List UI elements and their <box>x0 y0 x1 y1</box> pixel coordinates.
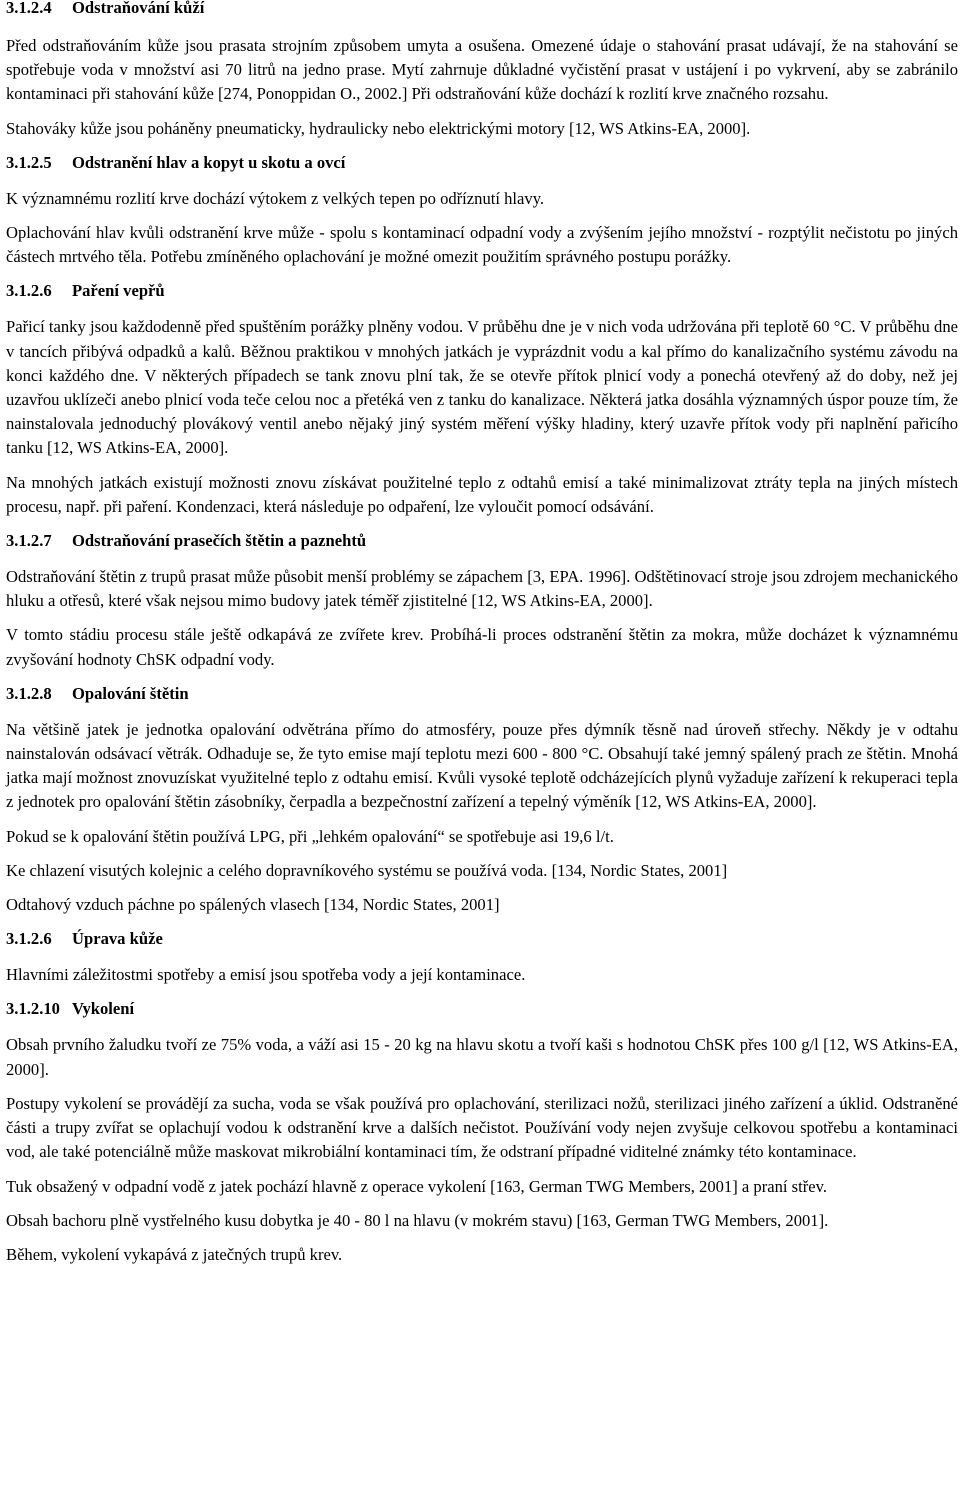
section-number: 3.1.2.4 <box>6 0 52 17</box>
section-heading <box>6 529 958 553</box>
section-number: 3.1.2.6 <box>6 281 52 301</box>
section-title: Opalování štětin <box>72 683 189 703</box>
section-heading <box>6 279 958 303</box>
paragraph: Pařicí tanky jsou každodenně před spuštěním porážky plněny vodou. V průběhu dne je v nich voda udržována při teplotě 60 °C. V průběhu dne v tancích přibývá odpadků a kalů. Běžnou praktikou v mnohých jatkách je vyprázdnit vodu a kal přímo do kanalizačního systému závodu na konci každého dne. V některých případech se tank znovu plní tak, že se otevře přítok plnicí vody a ponechá otevřený až do doby, než jej uzavřou uklízeči anebo plnicí voda teče celou noc a přetéká ven z tanku do kanalizace. Některá jatka dosáhla významných úspor pouze tím, že nainstalovala jednoduchý plovákový ventil anebo nějaký jiný systém měření výšky hladiny, který uzavře přítok vody při naplnění pařicího tanku [12, WS Atkins-EA, 2000]. <box>6 317 958 458</box>
section-number: 3.1.2.8 <box>6 683 52 703</box>
section-number: 3.1.2.6 <box>6 929 52 949</box>
paragraph: Obsah prvního žaludku tvoří ze 75% voda, a váží asi 15 - 20 kg na hlavu skotu a tvoří kaši s hodnotou ChSK přes 100 g/l [12, WS Atkins-EA, 2000]. <box>6 1035 958 1079</box>
paragraph: Ke chlazení visutých kolejnic a celého dopravníkového systému se používá voda. [134, Nordic States, 2001] <box>6 860 728 880</box>
section-title: Odstraňování kůží <box>72 0 205 17</box>
paragraph: Obsah bachoru plně vystřelného kusu dobytka je 40 - 80 l na hlavu (v mokrém stavu) [163, German TWG Members, 2001]. <box>6 1210 829 1230</box>
paragraph: Odstraňování štětin z trupů prasat může působit menší problémy se zápachem [3, EPA. 1996]. Odštětinovací stroje jsou zdrojem mechanického hluku a otřesů, které však nejsou mimo budovy jatek téměř zjistitelné [12, WS Atkins-EA, 2000]. <box>6 567 958 611</box>
section-title: Úprava kůže <box>72 929 163 949</box>
paragraph: Na většině jatek je jednotka opalování odvětrána přímo do atmosféry, pouze přes dýmník těsně nad úroveň střechy. Někdy je v odtahu nainstalován odsávací větrák. Odhaduje se, že tyto emise mají teplotu mezi 600 - 800 °C. Obsahují také jemný spálený prach ze štětin. Mnohá jatka mají možnost znovuzískat využitelné teplo z odtahu emisí. Kvůli vysoké teplotě odcházejících plynů vyžaduje zařízení k rekuperaci tepla z jednotek pro opalování štětin zásobníky, čerpadla a bezpečnostní zařízení a tepelný výměník [12, WS Atkins-EA, 2000]. <box>6 719 958 812</box>
paragraph: Tuk obsažený v odpadní vodě z jatek pochází hlavně z operace vykolení [163, German TWG Members, 2001] a praní střev. <box>6 1176 827 1196</box>
section-heading <box>6 0 958 20</box>
section-heading <box>6 682 958 706</box>
section-title: Odstranění hlav a kopyt u skotu a ovcí <box>72 152 346 172</box>
section-number: 3.1.2.10 <box>6 999 60 1019</box>
paragraph: Hlavními záležitostmi spotřeby a emisí jsou spotřeba vody a její kontaminace. <box>6 965 526 985</box>
paragraph: V tomto stádiu procesu stále ještě odkapává ze zvířete krev. Probíhá-li proces odstranění štětin za mokra, může docházet k významnému zvyšování hodnoty ChSK odpadní vody. <box>6 625 958 669</box>
section-heading <box>6 927 958 951</box>
section-title: Paření vepřů <box>72 281 165 301</box>
section-number: 3.1.2.5 <box>6 152 52 172</box>
paragraph: Během, vykolení vykapává z jatečných trupů krev. <box>6 1244 343 1264</box>
paragraph: K významnému rozlití krve dochází výtokem z velkých tepen po odříznutí hlavy. <box>6 188 545 208</box>
section-title: Vykolení <box>72 999 135 1019</box>
paragraph: Před odstraňováním kůže jsou prasata strojním způsobem umyta a osušena. Omezené údaje o stahování prasat udávají, že na stahování se spotřebuje voda v množství asi 70 litrů na jedno prase. Mytí zahrnuje důkladné vyčistění prasat v ustájení i po vykrvení, aby se zabránilo kontaminaci při stahování kůže [274, Ponoppidan O., 2002.] Při odstraňování kůže dochází k rozlití krve značného rozsahu. <box>6 36 958 104</box>
paragraph: Postupy vykolení se provádějí za sucha, voda se však používá pro oplachování, sterilizaci nožů, sterilizaci jiného zařízení a úklid. Odstraněné části a trupy zvířat se oplachují vodou k odstranění krve a dalších nečistot. Používání vody nejen zvyšuje celkovou spotřebu a kontaminaci vod, ale také potenciálně může maskovat mikrobiální kontaminaci tím, že odstraní případné viditelné známky této kontaminace. <box>6 1093 958 1162</box>
paragraph: Stahováky kůže jsou poháněny pneumaticky, hydraulicky nebo elektrickými motory [12, WS Atkins-EA, 2000]. <box>6 118 751 138</box>
document-page <box>6 0 958 1277</box>
paragraph: Pokud se k opalování štětin používá LPG, při „lehkém opalování“ se spotřebuje asi 19,6 l/t. <box>6 826 614 846</box>
section-heading <box>6 997 958 1021</box>
paragraph: Odtahový vzduch páchne po spálených vlasech [134, Nordic States, 2001] <box>6 895 500 915</box>
section-title: Odstraňování prasečích štětin a paznehtů <box>72 531 367 551</box>
section-heading <box>6 151 958 175</box>
section-number: 3.1.2.7 <box>6 531 52 551</box>
paragraph: Na mnohých jatkách existují možnosti znovu získávat použitelné teplo z odtahů emisí a také minimalizovat ztráty tepla na jiných místech procesu, např. při paření. Kondenzaci, která následuje po odpaření, lze vyloučit pomocí odsávání. <box>6 472 958 516</box>
paragraph: Oplachování hlav kvůli odstranění krve může - spolu s kontaminací odpadní vody a zvýšením jejího množství - rozptýlit nečistotu po jiných částech mrtvého těla. Potřebu zmíněného oplachování je možné omezit použitím správného postupu porážky. <box>6 223 958 267</box>
